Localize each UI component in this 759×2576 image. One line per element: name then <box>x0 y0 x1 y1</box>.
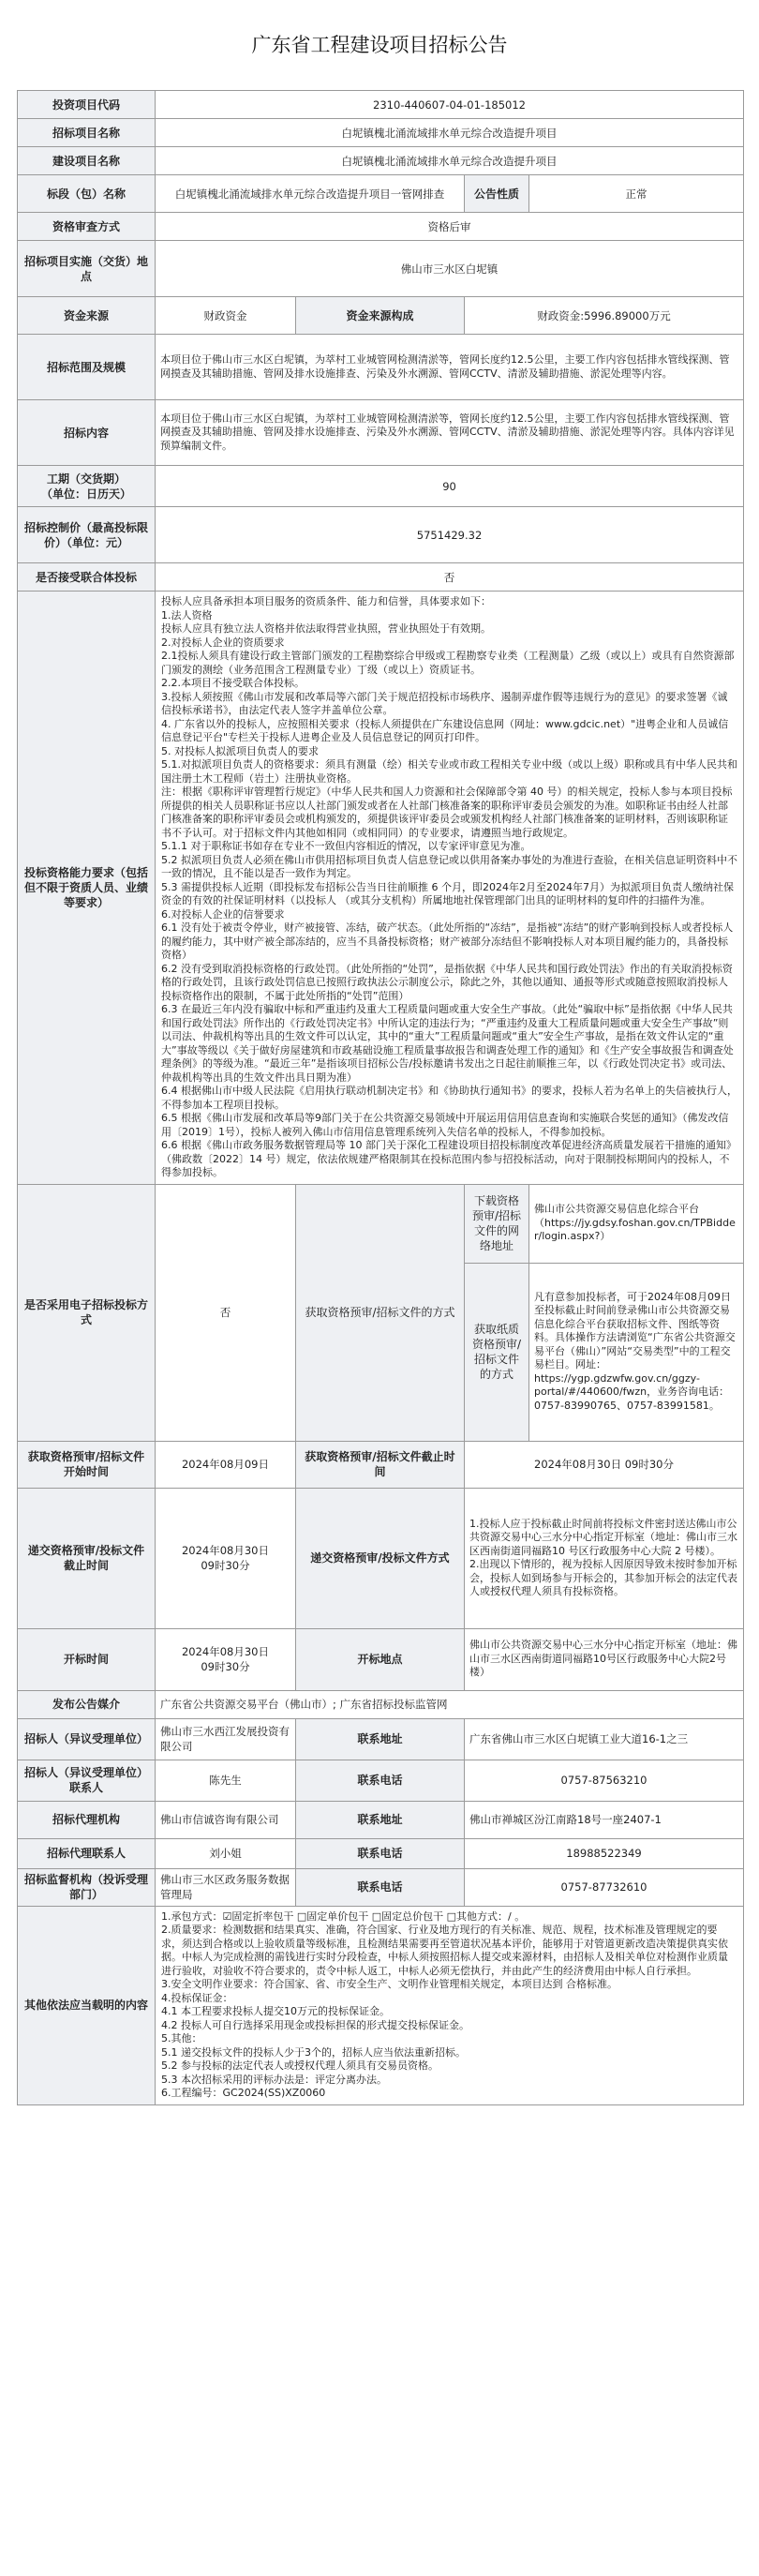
submit-method-label: 递交资格预审/投标文件方式 <box>296 1488 465 1628</box>
row-project-code <box>18 91 744 119</box>
row-consortium <box>18 563 744 592</box>
paper-method-value: 凡有意参加投标者，可于2024年08月09日至投标截止时间前登录佛山市公共资源交易信息化综合平台获取招标文件、图纸等资料。具体操作方法请浏览“广东省公共资源交易平台（佛山）”网站“交易类型”中的工程交易栏目。网址：https://ygp.gdzwfw.gov.cn/ggzy-portal/#/440600/fwzn，业务咨询电话：0757-83990765、0757-83991581。 <box>529 1263 744 1441</box>
row-location <box>18 241 744 297</box>
open-time-value: 2024年08月30日 09时30分 <box>156 1628 296 1690</box>
content-label: 招标内容 <box>18 400 156 466</box>
media-label: 发布公告媒介 <box>18 1690 156 1718</box>
agency-address-value: 佛山市禅城区汾江南路18号一座2407-1 <box>465 1801 744 1838</box>
consortium-label: 是否接受联合体投标 <box>18 563 156 592</box>
construction-project-label: 建设项目名称 <box>18 147 156 175</box>
max-price-label: 招标控制价（最高投标限价）（单位：元） <box>18 507 156 563</box>
open-place-value: 佛山市公共资源交易中心三水分中心指定开标室（地址：佛山市三水区西南街道同福路10号区行政服务中心大院2号楼） <box>465 1628 744 1690</box>
status-value: 正常 <box>529 175 744 213</box>
project-code-label: 投资项目代码 <box>18 91 156 119</box>
duration-label: 工期（交货期） （单位：日历天） <box>18 466 156 507</box>
project-name-value: 白坭镇槐北涌流域排水单元综合改造提升项目 <box>156 119 744 147</box>
other-label: 其他依法应当载明的内容 <box>18 1906 156 2104</box>
funding-label: 资金来源 <box>18 297 156 335</box>
row-agency-contact <box>18 1838 744 1868</box>
qualifications-label: 投标资格能力要求（包括但不限于资质人员、业绩等要求） <box>18 592 156 1185</box>
get-start-label: 获取资格预审/招标文件开始时间 <box>18 1441 156 1488</box>
download-address-label: 下载资格预审/招标文件的网络地址 <box>465 1184 529 1263</box>
location-value: 佛山市三水区白坭镇 <box>156 241 744 297</box>
funding-value: 财政资金 <box>156 297 296 335</box>
max-price-value: 5751429.32 <box>156 507 744 563</box>
construction-project-value: 白坭镇槐北涌流域排水单元综合改造提升项目 <box>156 147 744 175</box>
row-content <box>18 400 744 466</box>
tenderer-contact-value: 陈先生 <box>156 1760 296 1801</box>
row-supervisor <box>18 1868 744 1906</box>
supervisor-value: 佛山市三水区政务服务数据管理局 <box>156 1868 296 1906</box>
row-qualifications <box>18 592 744 1185</box>
other-value: 1.承包方式：☑固定折率包干 □固定单价包干 □固定总价包干 □其他方式：/ 。 2.质量要求：检测数据和结果真实、准确，符合国家、行业及地方现行的有关标准、规范、规程，技术标准及管理规定的要求，须达到合格或以上验收质量等级标准，且检测结果需要再至管道状况基本评价，能够用于对管道更新改造决策提供真实依据。中标人为完成检测的需钱进行实时分段检查，中标人须按照招标人提交或来源材料，由招标人及相关单位对检测作业质量进行验收，对验收不符合要求的，责令中标人返工，中标人必须无偿执行，并由此产生的经济费用由中标人自行承担。 3.安全文明作业要求：符合国家、省、市安全生产、文明作业管理相关规定，本项目达到 合格标准。 4.投标保证金： 4.1 本工程要求投标人提交10万元的投标保证金。 4.2 投标人可自行选择采用现金或投标担保的形式提交投标保证金。 5.其他： 5.1 递交投标文件的投标人少于3个的，招标人应当依法重新招标。 5.2 参与投标的法定代表人或授权代理人须具有交易员资格。 5.3 本次招标采用的评标办法是：评定分离办法。 6.工程编号：GC2024(SS)XZ0060 <box>156 1906 744 2104</box>
scope-label: 招标范围及规模 <box>18 335 156 400</box>
row-scope <box>18 335 744 400</box>
open-time-label: 开标时间 <box>18 1628 156 1690</box>
row-funding <box>18 297 744 335</box>
row-open-time <box>18 1628 744 1690</box>
row-project-name <box>18 119 744 147</box>
row-submit-time <box>18 1488 744 1628</box>
get-method-label: 获取资格预审/招标文件的方式 <box>296 1184 465 1441</box>
row-max-price <box>18 507 744 563</box>
row-get-time <box>18 1441 744 1488</box>
electronic-label: 是否采用电子招标投标方式 <box>18 1184 156 1441</box>
agency-value: 佛山市信诚咨询有限公司 <box>156 1801 296 1838</box>
agency-contact-value: 刘小姐 <box>156 1838 296 1868</box>
tender-info-table <box>17 90 744 2105</box>
supervisor-label: 招标监督机构（投诉受理部门） <box>18 1868 156 1906</box>
row-media <box>18 1690 744 1718</box>
agency-address-label: 联系地址 <box>296 1801 465 1838</box>
download-address-value[interactable]: 佛山市公共资源交易信息化综合平台（https://jy.gdsy.foshan.gov.cn/TPBidder/login.aspx?） <box>529 1184 744 1263</box>
row-review-method <box>18 213 744 241</box>
review-method-label: 资格审查方式 <box>18 213 156 241</box>
row-tenderer-contact <box>18 1760 744 1801</box>
location-label: 招标项目实施（交货）地点 <box>18 241 156 297</box>
content-value: 本项目位于佛山市三水区白坭镇，为萃村工业城管网检测清淤等，管网长度约12.5公里，主要工作内容包括排水管线探测、管网摸查及其辅助措施、管网及排水设施排查、污染及外水溯源、管网CCTV、清淤及辅助措施、淤泥处理等内容。具体内容详见预算编制文件。 <box>156 400 744 466</box>
tenderer-address-value: 广东省佛山市三水区白坭镇工业大道16-1之三 <box>465 1718 744 1760</box>
open-place-label: 开标地点 <box>296 1628 465 1690</box>
page-title: 广东省工程建设项目招标公告 <box>251 34 508 56</box>
row-agency <box>18 1801 744 1838</box>
funding-structure-label: 资金来源构成 <box>296 297 465 335</box>
agency-contact-label: 招标代理联系人 <box>18 1838 156 1868</box>
row-section <box>18 175 744 213</box>
agency-phone-label: 联系电话 <box>296 1838 465 1868</box>
funding-structure-value: 财政资金:5996.89000万元 <box>465 297 744 335</box>
agency-label: 招标代理机构 <box>18 1801 156 1838</box>
get-end-label: 获取资格预审/招标文件截止时间 <box>296 1441 465 1488</box>
row-other <box>18 1906 744 2104</box>
duration-value: 90 <box>156 466 744 507</box>
review-method-value: 资格后审 <box>156 213 744 241</box>
project-code-value: 2310-440607-04-01-185012 <box>156 91 744 119</box>
project-name-label: 招标项目名称 <box>18 119 156 147</box>
row-duration <box>18 466 744 507</box>
tenderer-value: 佛山市三水西江发展投资有限公司 <box>156 1718 296 1760</box>
submit-deadline-value: 2024年08月30日 09时30分 <box>156 1488 296 1628</box>
get-start-value: 2024年08月09日 <box>156 1441 296 1488</box>
submit-method-value: 1.投标人应于投标截止时间前将投标文件密封送达佛山市公共资源交易中心三水分中心指定开标室（地址：佛山市三水区西南街道同福路10 号区行政服务中心大院 2 号楼）。 2.出现以下情形的，视为投标人因原因导致未按时参加开标会，投标人如到场参与开标会的，其参加开标会的法定代表人或授权代理人须具有投标资格。 <box>465 1488 744 1628</box>
consortium-value: 否 <box>156 563 744 592</box>
qualifications-value: 投标人应具备承担本项目服务的资质条件、能力和信誉，具体要求如下： 1.法人资格 投标人应具有独立法人资格并依法取得营业执照，营业执照处于有效期。 2.对投标人企业的资质要求 2.1投标人须具有建设行政主管部门颁发的工程勘察综合甲级或工程勘察专业类（工程测量）乙级（或以上）或具有自然资源部门颁发的测绘（业务范围含工程测量专业）丁级（或以上）资质证书。 2.2.本项目不接受联合体投标。 3.投标人须按照《佛山市发展和改革局等六部门关于规范招投标市场秩序、遏制弄虚作假等违规行为的意见》的要求签署《诚信投标承诺书》，由法定代表人签字并盖单位公章。 4. 广东省以外的投标人，应按照相关要求（投标人须提供在广东建设信息网（网址：www.gdcic.net）"进粤企业和人员诚信信息登记平台"专栏关于投标人进粤企业及人员信息登记的网页打印件。 5. 对投标人拟派项目负责人的要求 5.1.对拟派项目负责人的资格要求：须具有测量（绘）相关专业或市政工程相关专业中级（或以上级）职称或具有中华人民共和国注册土木工程师（岩土）注册执业资格。 注：根据《职称评审管理暂行规定》（中华人民共和国人力资源和社会保障部令第 40 号）的相关规定，投标人参与本项目投标所提供的相关人员职称证书应以人社部门颁发或者在人社部门核准备案的职称评审委员会颁发的为准。如职称证书由经人社部门核准备案的职称评审委员会或机构颁发的，须提供该评审委员会或颁发机构经人社部门核准备案的证明材料，否则该职称证书不予认可。对于招标文件内其他如相同（或相同同）的专业要求，请遵照当地行政规定。 5.1.1 对于职称证书如存在专业不一致但内容相近的情况，以专家评审意见为准。 5.2 拟派项目负责人必须在佛山市供用招标项目负责人信息登记或以供用备案办事处的为准进行查验，在相关信息证明资料中不一致的情况，且不能以是否一致作为判定。 5.3 需提供投标人近期（即投标发布招标公告当日往前顺推 6 个月，即2024年2月至2024年7月）为拟派项目负责人缴纳社保资金的有效的社保证明材料（以投标人 （或其分支机构）所属地地社保管理部门出具的证明材料的复印件的扫描件为准。 6.对投标人企业的信誉要求 6.1 没有处于被责令停业，财产被接管、冻结，破产状态。（此处所指的“冻结”，是指被“冻结”的财产影响到投标人或者投标人的履约能力，其中财产被全部冻结的，应当不具备投标资格；财产被部分冻结但不影响投标人对本项目履约能力的，具备投标资格） 6.2 没有受到取消投标资格的行政处罚。（此处所指的“处罚”，是指依据《中华人民共和国行政处罚法》作出的有关取消投标资格的行政处罚，且该行政处罚信息已按照行政执法公示制度公示，除此之外，其他以通知、通报等形式或随意按照取消投标人投标资格作出的限制，不属于此处所指的“处罚”范围） 6.3 在最近三年内没有骗取中标和严重违约及重大工程质量问题或重大安全生产事故。（此处“骗取中标”是指依据《中华人民共和国行政处罚法》所作出的《行政处罚决定书》中所认定的违法行为；“严重违约及重大工程质量问题或重大安全生产事故”则以司法、仲裁机构等出具的生效文件可以认定，其中的“重大”工程质量问题或“重大”安全生产事故，是指在效文件认定的“重大”事故等级以《关于做好房屋建筑和市政基础设施工程质量事故报告和调查处理工作的通知》和《生产安全事故报告和调查处理条例》的等级为准。“最近三年”是指该项目招标公告/投标邀请书发出之日起往前顺推三年，以《行政处罚决定书》或司法、仲裁机构等出具的生效文件出具日期为准） 6.4 根据佛山市中级人民法院《启用执行联动机制决定书》和《协助执行通知书》的要求，投标人若为名单上的失信被执行人，不得参加本工程项目投标。 6.5 根据《佛山市发展和改革局等9部门关于在公共资源交易领域中开展运用信用信息查询和实施联合奖惩的通知》（佛发改信用〔2019〕1号），投标人被列入佛山市信用信息管理系统列入失信名单的投标人，不得参加投标。 6.6 根据《佛山市政务服务数据管理局等 10 部门关于深化工程建设项目招投标制度改革促进经济高质量发展若干措施的通知》（佛政数〔2022〕14 号）规定，依法依规建严格限制其在投标范围内参与招投标活动，向对于限制投标期间内的投标人，不得参加投标。 <box>156 592 744 1185</box>
agency-phone-value: 18988522349 <box>465 1838 744 1868</box>
tenderer-phone-value: 0757-87563210 <box>465 1760 744 1801</box>
electronic-value: 否 <box>156 1184 296 1441</box>
section-value: 白坭镇槐北涌流域排水单元综合改造提升项目一管网排查 <box>156 175 465 213</box>
row-electronic-download <box>18 1184 744 1263</box>
section-label: 标段（包）名称 <box>18 175 156 213</box>
tenderer-address-label: 联系地址 <box>296 1718 465 1760</box>
supervisor-phone-label: 联系电话 <box>296 1868 465 1906</box>
status-label: 公告性质 <box>465 175 529 213</box>
tenderer-phone-label: 联系电话 <box>296 1760 465 1801</box>
tenderer-label: 招标人（异议受理单位） <box>18 1718 156 1760</box>
get-end-value: 2024年08月30日 09时30分 <box>465 1441 744 1488</box>
tenderer-contact-label: 招标人（异议受理单位）联系人 <box>18 1760 156 1801</box>
scope-value: 本项目位于佛山市三水区白坭镇，为萃村工业城管网检测清淤等，管网长度约12.5公里，主要工作内容包括排水管线探测、管网摸查及其辅助措施、管网及排水设施排查、污染及外水溯源、管网CCTV、清淤及辅助措施、淤泥处理等内容。 <box>156 335 744 400</box>
row-construction-project <box>18 147 744 175</box>
supervisor-phone-value: 0757-87732610 <box>465 1868 744 1906</box>
media-value: 广东省公共资源交易平台（佛山市）; 广东省招标投标监管网 <box>156 1690 744 1718</box>
row-tenderer <box>18 1718 744 1760</box>
submit-deadline-label: 递交资格预审/投标文件截止时间 <box>18 1488 156 1628</box>
paper-method-label: 获取纸质资格预审/招标文件的方式 <box>465 1263 529 1441</box>
